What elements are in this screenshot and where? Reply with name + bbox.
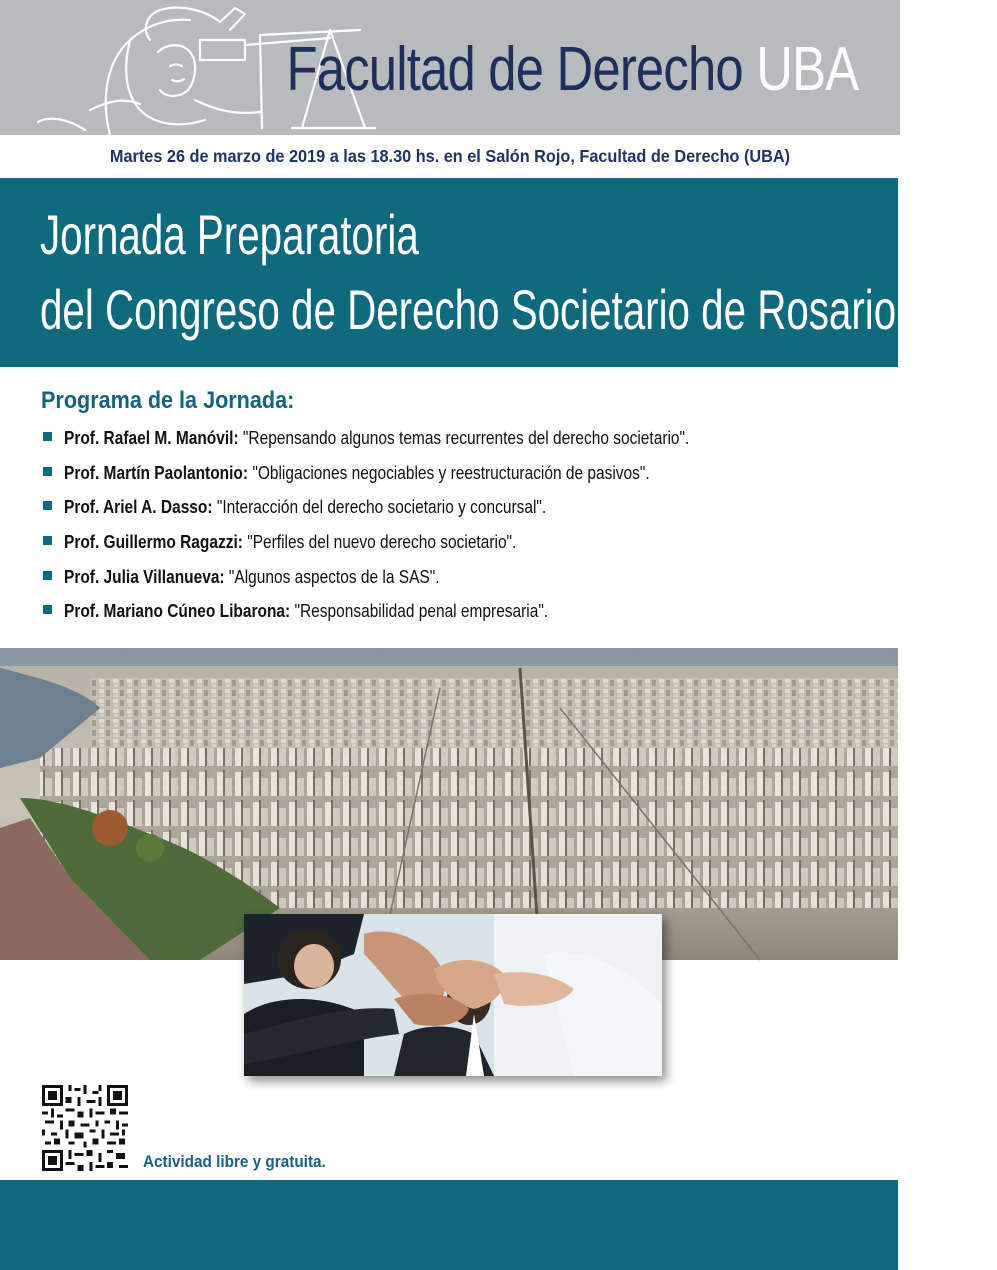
program-item [43, 424, 791, 459]
talk-title: "Perfiles del nuevo derecho societario". [242, 532, 517, 553]
talk-title: "Algunos aspectos de la SAS". [224, 566, 440, 587]
talk-title: "Obligaciones negociables y reestructuración de pasivos". [248, 462, 650, 483]
square-bullet-icon [43, 571, 52, 580]
square-bullet-icon [43, 501, 52, 510]
square-bullet-icon [43, 467, 52, 476]
speaker-name: Prof. Guillermo Ragazzi: [64, 532, 243, 553]
speaker-name: Prof. Rafael M. Manóvil: [64, 428, 239, 449]
faculty-title-main: Facultad de Derecho [286, 35, 743, 104]
program-heading: Programa de la Jornada: [41, 387, 295, 414]
program-list [43, 424, 791, 632]
program-item [43, 459, 791, 494]
program-item [43, 597, 791, 632]
program-item [43, 562, 791, 597]
program-item [43, 493, 791, 528]
talk-title: "Responsabilidad penal empresaria". [290, 601, 549, 622]
header-band [0, 0, 900, 135]
speaker-name: Prof. Mariano Cúneo Libarona: [64, 601, 291, 622]
speaker-name: Prof. Ariel A. Dasso: [64, 497, 213, 518]
faculty-title-uba: UBA [755, 35, 858, 104]
faculty-title [286, 30, 858, 110]
qr-code-icon [42, 1085, 128, 1171]
talk-title: "Repensando algunos temas recurrentes del derecho societario". [238, 428, 690, 449]
square-bullet-icon [43, 536, 52, 545]
event-title-line-1: Jornada Preparatoria [40, 203, 419, 266]
talk-title: "Interacción del derecho societario y concursal". [212, 497, 547, 518]
event-title-line-2: del Congreso de Derecho Societario de Rosario 2019 [40, 278, 997, 341]
speaker-name: Prof. Martín Paolantonio: [64, 462, 249, 483]
teamwork-hands-photo [244, 914, 662, 1076]
footer-band [0, 1180, 898, 1270]
free-activity-note: Actividad libre y gratuita. [143, 1152, 326, 1171]
square-bullet-icon [43, 432, 52, 441]
square-bullet-icon [43, 605, 52, 614]
event-date-line: Martes 26 de marzo de 2019 a las 18.30 hs. en el Salón Rojo, Facultad de Derecho (UBA) [109, 146, 791, 166]
program-item [43, 528, 791, 563]
speaker-name: Prof. Julia Villanueva: [64, 566, 225, 587]
